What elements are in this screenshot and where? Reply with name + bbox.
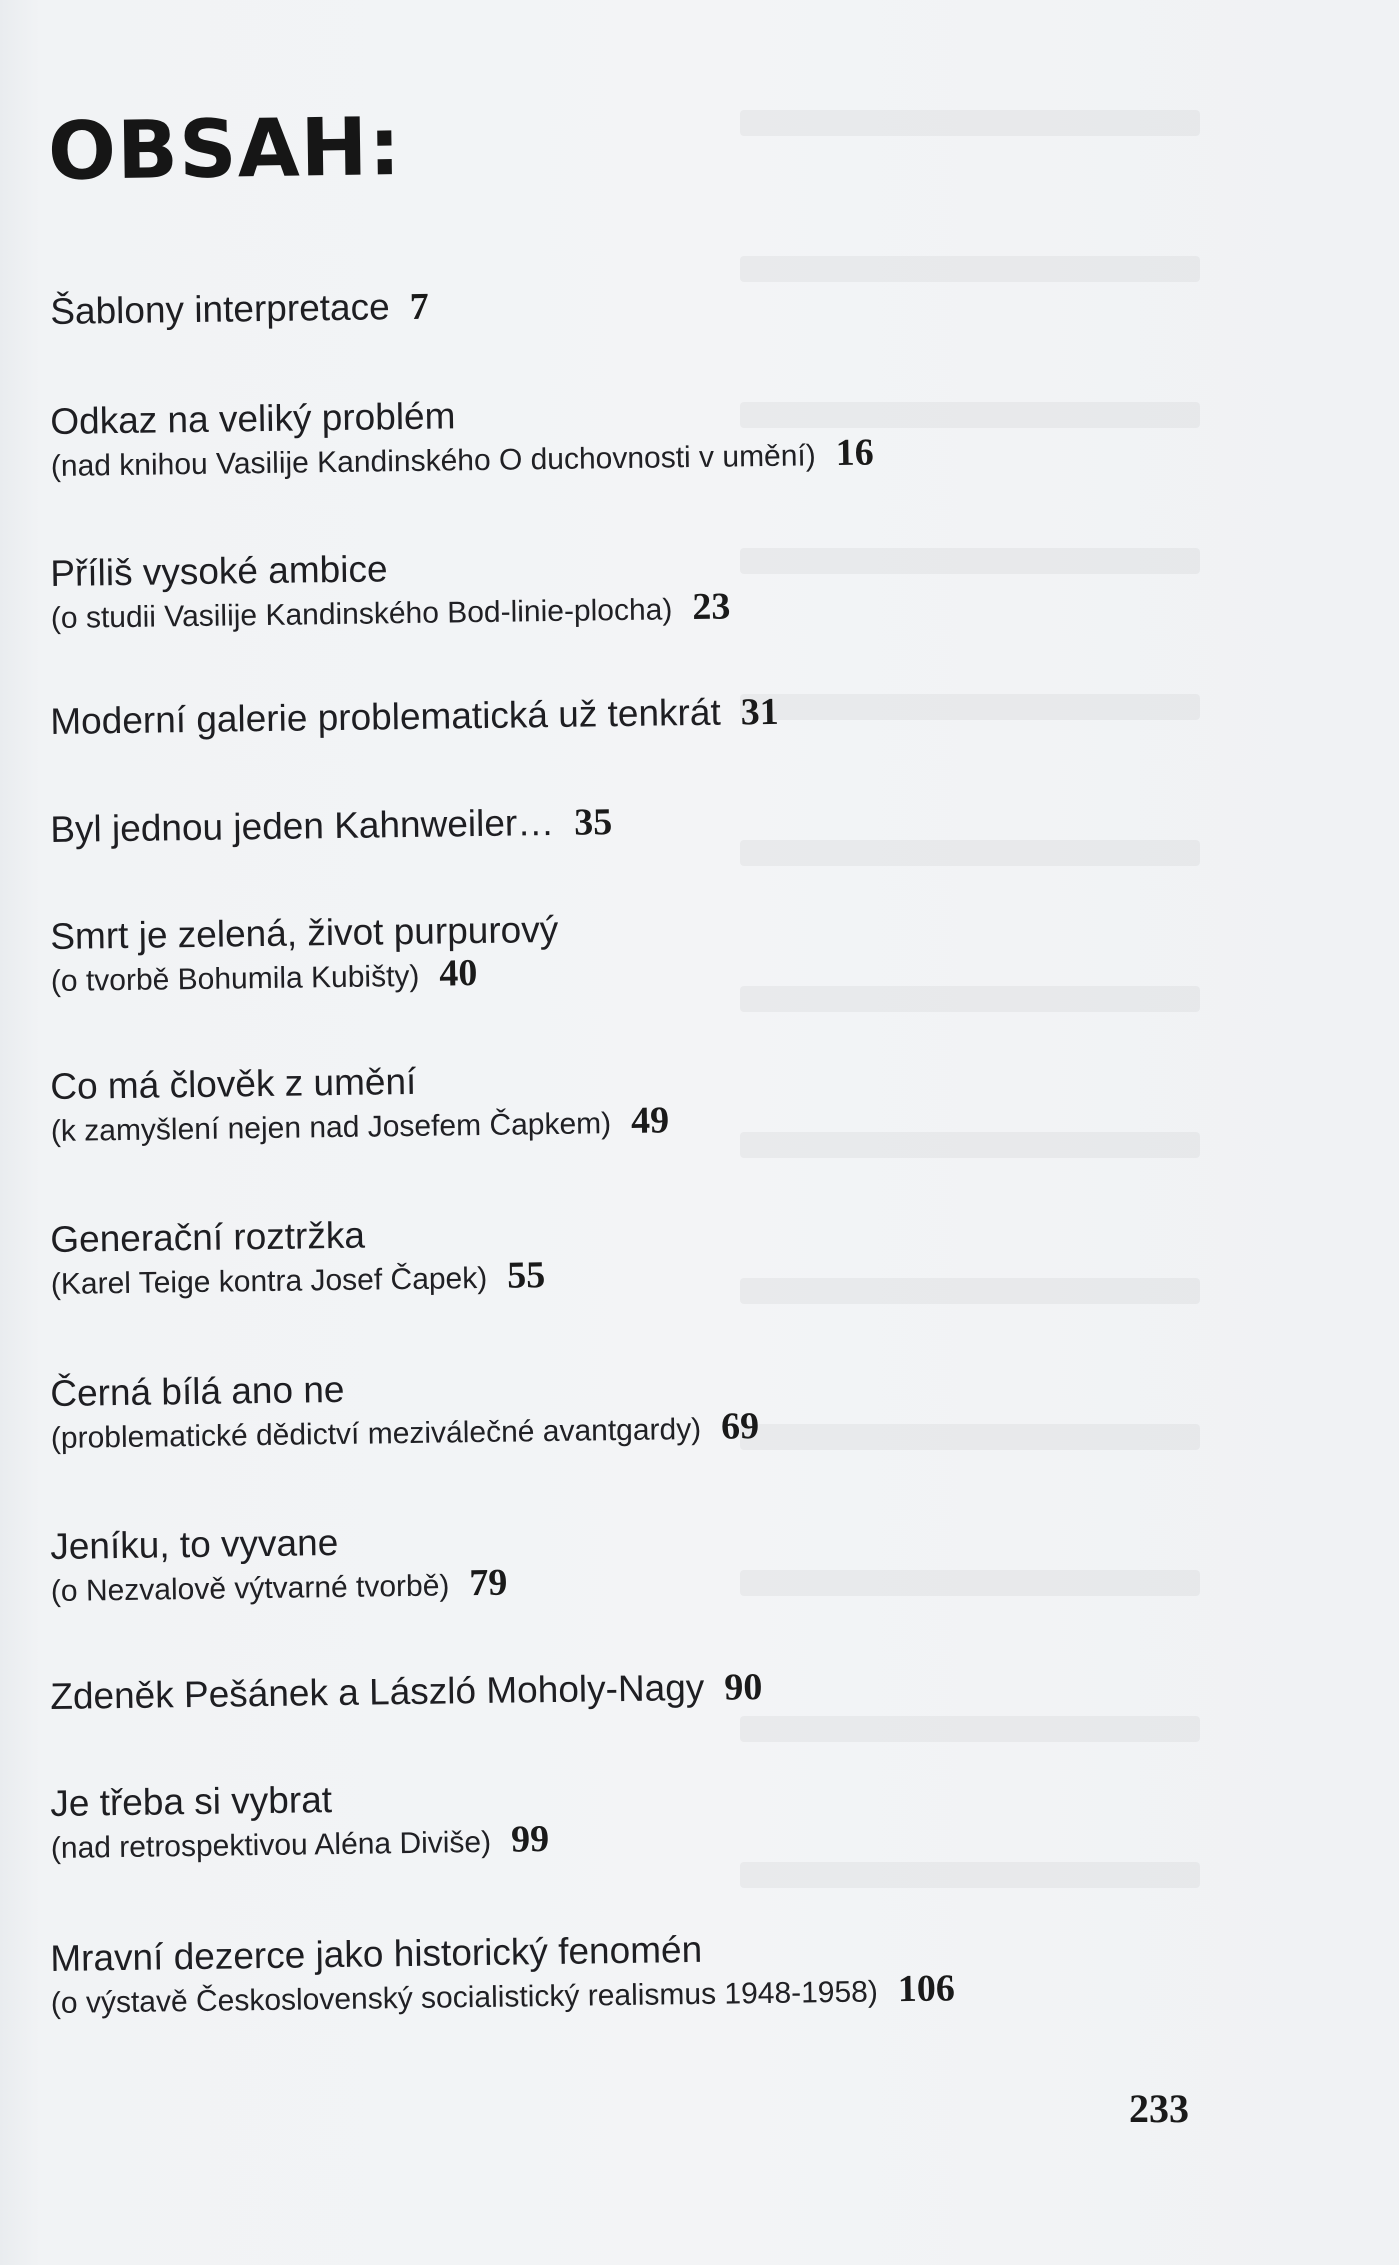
toc-entry [50, 1924, 955, 2024]
toc-entry [50, 1519, 508, 1612]
entry-page-number: 106 [897, 1967, 956, 2011]
entry-page-number: 55 [506, 1254, 546, 1297]
entry-title: Je třeba si vybrat [50, 1779, 333, 1824]
entry-subtitle: (nad knihou Vasilije Kandinského O duchovnosti v umění) [50, 439, 816, 483]
entry-subtitle: (k zamyšlení nejen nad Josefem Čapkem) [50, 1107, 612, 1148]
entry-title: Mravní dezerce jako historický fenomén [50, 1928, 703, 1979]
toc-entry [50, 1211, 546, 1305]
toc-entry [50, 908, 559, 1002]
entry-subtitle: (o výstavě Československý socialistický realismus 1948-1958) [50, 1975, 879, 2020]
entry-title: Příliš vysoké ambice [50, 548, 388, 594]
entry-title: Moderní galerie problematická už tenkrát [50, 691, 721, 742]
entry-title: Šablony interpretace [50, 286, 390, 332]
entry-title: Generační roztržka [50, 1214, 366, 1260]
toc-entry [50, 800, 612, 852]
toc-entry [50, 1665, 763, 1719]
entry-page-number: 79 [469, 1561, 508, 1605]
entry-subtitle: (o studii Vasilije Kandinského Bod-linie-plocha) [50, 593, 673, 635]
toc-entry [50, 1056, 669, 1152]
toc-entry [50, 1362, 759, 1459]
entry-page-number: 40 [439, 952, 478, 995]
toc-entry [50, 1775, 549, 1869]
entry-subtitle: (o tvorbě Bohumila Kubišty) [50, 959, 420, 998]
toc-entry [50, 285, 429, 334]
toc-entry [50, 690, 779, 744]
entry-subtitle: (problematické dědictví meziválečné avantgardy) [50, 1412, 702, 1455]
entry-title: Zdeněk Pešánek a László Moholy-Nagy [50, 1666, 705, 1717]
entry-title: Odkaz na veliký problém [50, 395, 456, 442]
entry-page-number: 16 [835, 431, 874, 475]
entry-page-number: 35 [573, 801, 613, 844]
toc-entry [50, 543, 731, 639]
entry-title: Černá bílá ano ne [50, 1368, 345, 1414]
entry-page-number: 23 [691, 585, 731, 629]
entry-page-number: 7 [409, 285, 429, 328]
entry-title: Byl jednou jeden Kahnweiler… [50, 801, 555, 850]
entry-page-number: 31 [740, 690, 779, 734]
entry-subtitle: (Karel Teige kontra Josef Čapek) [50, 1261, 488, 1301]
entry-title: Jeníku, to vyvane [50, 1521, 339, 1567]
entry-subtitle: (nad retrospektivou Aléna Diviše) [50, 1825, 492, 1865]
entry-page-number: 99 [510, 1818, 550, 1861]
toc-entry [50, 389, 874, 487]
entry-page-number: 69 [720, 1405, 760, 1448]
entry-title: Smrt je zelená, život purpurový [50, 908, 559, 957]
page-folio-number: 233 [1129, 2086, 1189, 2131]
entry-page-number: 90 [723, 1666, 763, 1709]
entry-subtitle: (o Nezvalově výtvarné tvorbě) [50, 1569, 450, 1608]
contents-heading: OBSAH: [47, 100, 403, 198]
entry-title: Co má člověk z umění [50, 1060, 417, 1107]
entry-page-number: 49 [630, 1099, 670, 1142]
